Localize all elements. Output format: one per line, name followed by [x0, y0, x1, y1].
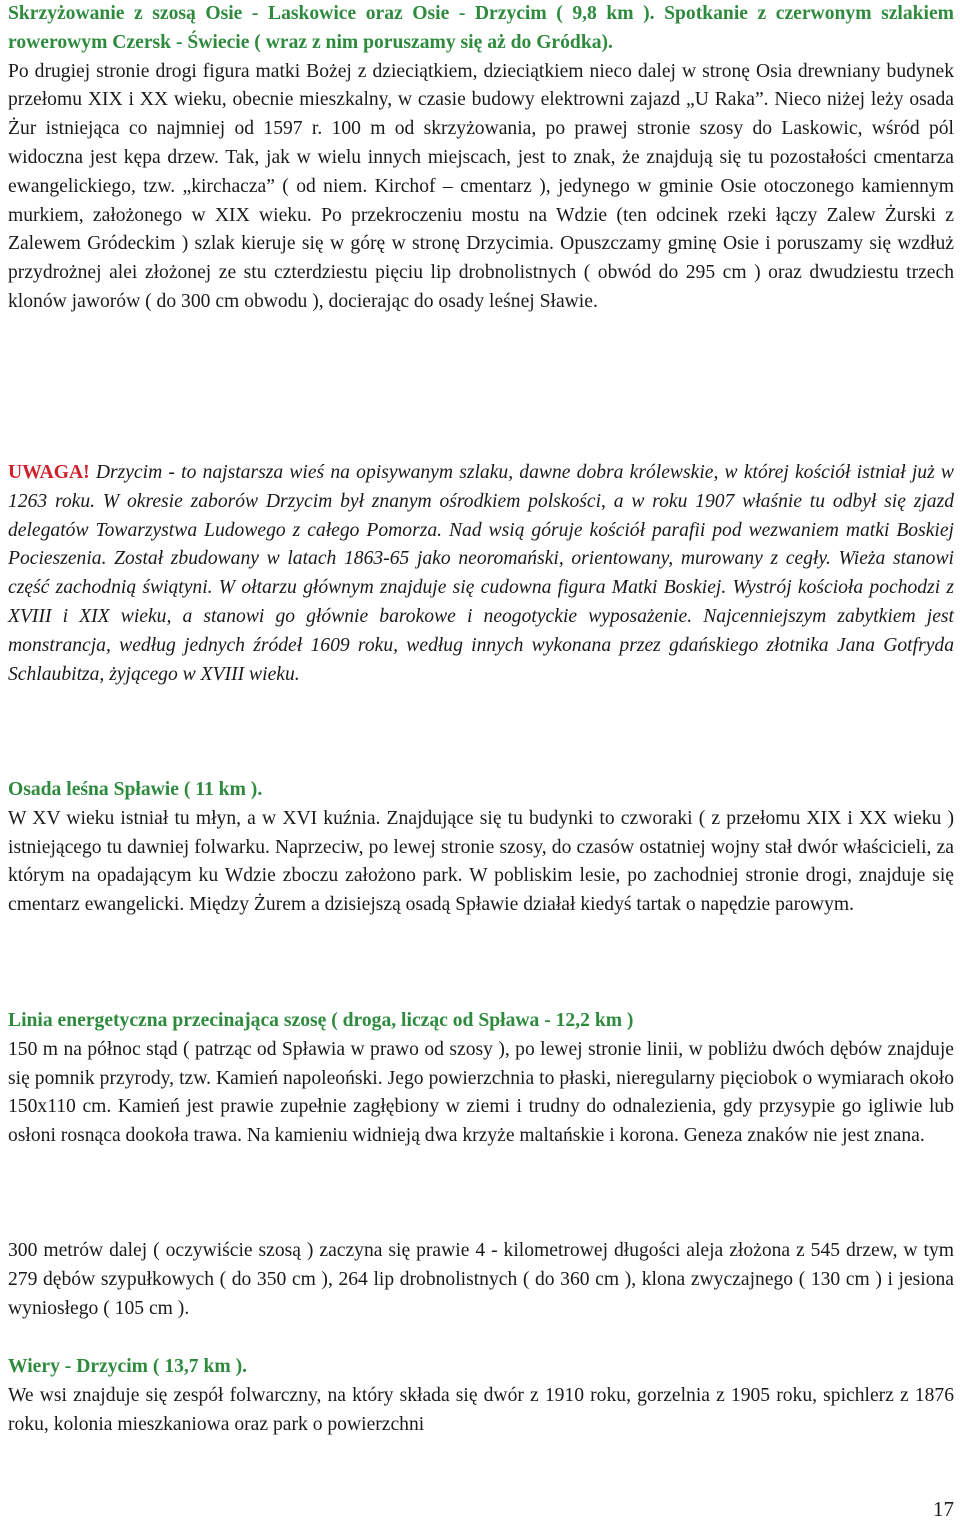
uwaga-label: UWAGA!: [8, 462, 90, 483]
section-uwaga: [8, 459, 954, 689]
heading-crossroads: [8, 0, 954, 58]
paragraph-drzycim-note: [8, 459, 954, 689]
paragraph-aleja: 300 metrów dalej ( oczywiście szosą ) zaczyna się prawie 4 - kilometrowej długości aleja złożona z 545 drzew, w tym 279 dębów szypułkowych ( do 350 cm ), 264 lip drobnolistnych ( do 360 cm ), klona zwyczajnego ( 130 cm ) i jesiona wyniosłego ( 105 cm ).: [8, 1240, 954, 1319]
paragraph-splawie: W XV wieku istniał tu młyn, a w XVI kuźnia. Znajdujące się tu budynki to czworaki ( z przełomu XIX i XX wieku ) istniejącego tu dawniej folwarku. Naprzeciw, po lewej stronie szosy, do czasów ostatniej wojny stał dwór właścicieli, za którym na opadającym ku Wdzie zboczu założono park. W pobliskim lesie, po zachodniej stronie drogi, znajduje się cmentarz ewangelicki. Między Żurem a dzisiejszą osadą Spławie działał kiedyś tartak o napędzie parowym.: [8, 807, 954, 916]
heading-splawie: Osada leśna Spławie ( 11 km ).: [8, 779, 263, 800]
section-intro: [8, 0, 954, 317]
paragraph-wiery: We wsi znajduje się zespół folwarczny, na który składa się dwór z 1910 roku, gorzelnia z 1905 roku, spichlerz z 1876 roku, kolonia mieszkaniowa oraz park o powierzchni: [8, 1384, 954, 1435]
section-aleja: [8, 1237, 954, 1323]
paragraph-intro: Po drugiej stronie drogi figura matki Bożej z dzieciątkiem, dzieciątkiem nieco dalej w stronę Osia drewniany budynek przełomu XIX i XX wieku, obecnie mieszkalny, w czasie budowy elektrowni zajazd „U Raka”. Nieco niżej leży osada Żur istniejąca co najmniej od 1597 r. 100 m od skrzyżowania, po prawej stronie szosy do Laskowic, wśród pól widoczna jest kępa drzew. Tak, jak w wielu innych miejscach, jest to znak, że znajdują się tu pozostałości cmentarza ewangelickiego, tzw. „kirchacza” ( od niem. Kirchof – cmentarz ), jedynego w gminie Osie otoczonego kamiennym murkiem, założonego w XIX wieku. Po przekroczeniu mostu na Wdzie (ten odcinek rzeki łączy Zalew Żurski z Zalewem Gródeckim ) szlak kieruje się w górę w stronę Drzycimia. Opuszczamy gminę Osie i poruszamy się wzdłuż przydrożnej alei złożonej ze stu czterdziestu pięciu lip drobnolistnych ( obwód do 295 cm ) oraz dwudziestu trzech klonów jaworów ( do 300 cm obwodu ), docierając do osady leśnej Sławie.: [8, 60, 954, 312]
heading-linia: Linia energetyczna przecinająca szosę ( droga, licząc od Spława - 12,2 km ): [8, 1010, 634, 1031]
section-splawie: [8, 776, 954, 920]
page-number: 17: [933, 1497, 954, 1521]
heading-wiery: Wiery - Drzycim ( 13,7 km ).: [8, 1356, 248, 1377]
section-wiery: [8, 1353, 954, 1439]
paragraph-linia: 150 m na północ stąd ( patrząc od Spławia w prawo od szosy ), po lewej stronie linii, w pobliżu dwóch dębów znajduje się pomnik przyrody, tzw. Kamień napoleoński. Jego powierzchnia to płaski, nieregularny pięciobok o wymiarach około 150x110 cm. Kamień jest prawie zupełnie zagłębiony w ziemi i trudny do odnalezienia, gdy przysypie go igliwie lub osłoni rosnąca dookoła trawa. Na kamieniu widnieją dwa krzyże maltańskie i korona. Geneza znaków nie jest znana.: [8, 1038, 954, 1147]
section-linia: [8, 1007, 954, 1151]
heading-crossroads-text: Skrzyżowanie z szosą Osie - Laskowice oraz Osie - Drzycim ( 9,8 km ). Spotkanie z czerwonym szlakiem rowerowym Czersk - Świecie ( wraz z nim poruszamy się aż do Gródka).: [8, 3, 954, 53]
uwaga-text: Drzycim - to najstarsza wieś na opisywanym szlaku, dawne dobra królewskie, w której kościół istniał już w 1263 roku. W okresie zaborów Drzycim był znanym ośrodkiem polskości, a w roku 1907 właśnie tu odbył się zjazd delegatów Towarzystwa Ludowego z całego Pomorza. Nad wsią góruje kościół parafii pod wezwaniem matki Boskiej Pocieszenia. Został zbudowany w latach 1863-65 jako neoromański, orientowany, murowany z cegły. Wieża stanowi część zachodnią świątyni. W ołtarzu głównym znajduje się cudowna figura Matki Boskiej. Wystrój kościoła pochodzi z XVIII i XIX wieku, a stanowi go głównie barokowe i neogotyckie wyposażenie. Najcenniejszym zabytkiem jest monstrancja, według jednych źródeł 1609 roku, według innych wykonana przez gdańskiego złotnika Jana Gotfryda Schlaubitza, żyjącego w XVIII wieku.: [8, 462, 954, 685]
